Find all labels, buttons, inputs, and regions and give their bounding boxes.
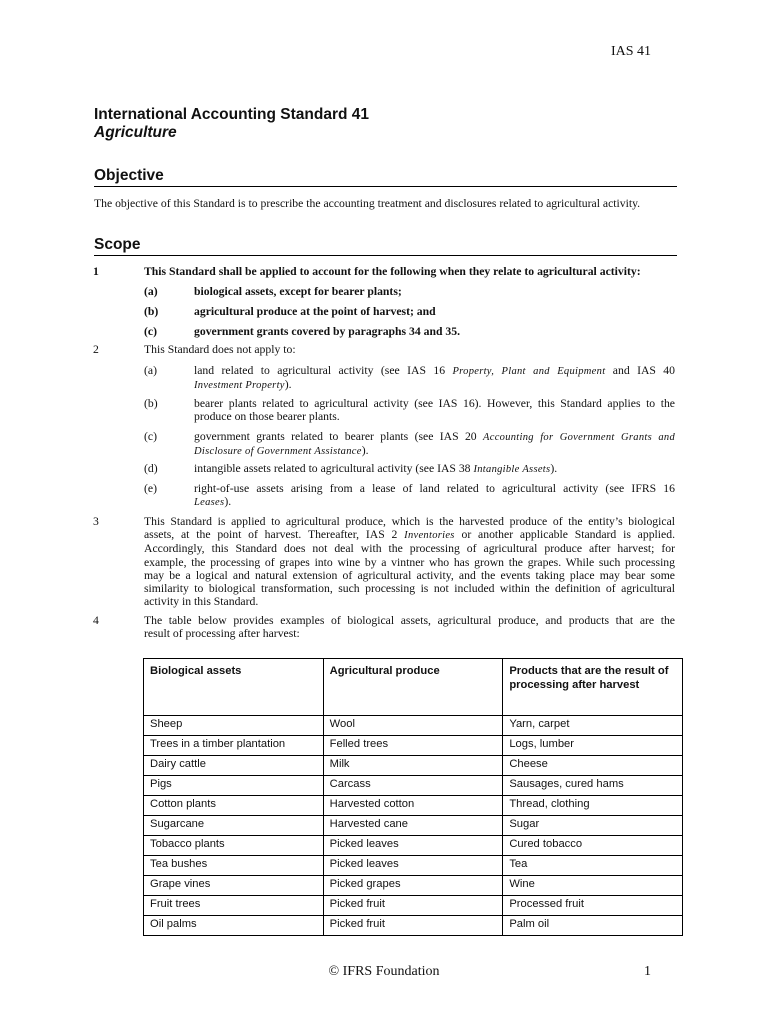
table-cell: Trees in a timber plantation — [144, 736, 324, 756]
table-cell: Cheese — [503, 756, 683, 776]
paragraph-2-text: This Standard does not apply to: — [144, 343, 296, 356]
list-label: (a) — [144, 364, 157, 377]
table-cell: Harvested cotton — [323, 796, 503, 816]
list-label: (a) — [144, 285, 158, 298]
table-cell: Picked leaves — [323, 836, 503, 856]
paragraph-number: 4 — [93, 614, 99, 627]
table-cell: Processed fruit — [503, 896, 683, 916]
table-cell: Wine — [503, 876, 683, 896]
paragraph-1-text: This Standard shall be applied to account for the following when they relate to agricultural activity: — [144, 265, 641, 278]
table-row — [144, 716, 683, 736]
table-cell: Picked fruit — [323, 896, 503, 916]
list-label: (d) — [144, 462, 158, 475]
footer-copyright: © IFRS Foundation — [328, 964, 440, 979]
list-item: government grants covered by paragraphs 34 and 35. — [194, 325, 460, 338]
scope-heading: Scope — [94, 236, 677, 256]
page-number: 1 — [644, 964, 651, 979]
table-cell: Sausages, cured hams — [503, 776, 683, 796]
table-cell: Pigs — [144, 776, 324, 796]
list-item: intangible assets related to agricultural activity (see IAS 38 Intangible Assets). — [194, 462, 558, 475]
document-subtitle: Agriculture — [94, 124, 177, 141]
table-cell: Oil palms — [144, 916, 324, 936]
table-cell: Carcass — [323, 776, 503, 796]
table-row — [144, 856, 683, 876]
table-cell: Fruit trees — [144, 896, 324, 916]
running-header: IAS 41 — [610, 44, 651, 59]
table-cell: Picked grapes — [323, 876, 503, 896]
paragraph-number: 1 — [93, 265, 99, 278]
table-header-row — [144, 659, 683, 716]
table-cell: Wool — [323, 716, 503, 736]
table-cell: Grape vines — [144, 876, 324, 896]
table-row — [144, 896, 683, 916]
list-item: biological assets, except for bearer plants; — [194, 285, 402, 298]
paragraph-number: 3 — [93, 515, 99, 528]
table-cell: Tea — [503, 856, 683, 876]
list-item: bearer plants related to agricultural activity (see IAS 16). However, this Standard applies to the produce on those bearer plants. — [194, 397, 675, 424]
table-cell: Tobacco plants — [144, 836, 324, 856]
document-title: International Accounting Standard 41 — [94, 106, 370, 123]
list-label: (c) — [144, 325, 157, 338]
column-header: Products that are the result of processing after harvest — [503, 659, 683, 716]
table-cell: Felled trees — [323, 736, 503, 756]
table-cell: Thread, clothing — [503, 796, 683, 816]
examples-table — [143, 658, 683, 936]
column-header: Agricultural produce — [323, 659, 503, 716]
table-cell: Milk — [323, 756, 503, 776]
table-cell: Picked leaves — [323, 856, 503, 876]
list-item: right-of-use assets arising from a lease of land related to agricultural activity (see IFRS 16 Leases). — [194, 482, 675, 509]
column-header: Biological assets — [144, 659, 324, 716]
paragraph-4-text: The table below provides examples of biological assets, agricultural produce, and products that are the result of processing after harvest: — [144, 614, 675, 641]
table-row — [144, 756, 683, 776]
table-cell: Cured tobacco — [503, 836, 683, 856]
table-cell: Sheep — [144, 716, 324, 736]
table-cell: Tea bushes — [144, 856, 324, 876]
list-item: government grants related to bearer plants (see IAS 20 Accounting for Government Grants and Disclosure of Government Assistance). — [194, 430, 675, 458]
objective-text: The objective of this Standard is to prescribe the accounting treatment and disclosures related to agricultural activity. — [94, 197, 641, 210]
table-cell: Picked fruit — [323, 916, 503, 936]
table-cell: Harvested cane — [323, 816, 503, 836]
paragraph-number: 2 — [93, 343, 99, 356]
list-label: (e) — [144, 482, 157, 495]
table-row — [144, 736, 683, 756]
table-row — [144, 816, 683, 836]
table-row — [144, 876, 683, 896]
objective-heading: Objective — [94, 167, 677, 187]
list-label: (b) — [144, 397, 158, 410]
list-label: (c) — [144, 430, 157, 443]
table-cell: Sugarcane — [144, 816, 324, 836]
table-row — [144, 796, 683, 816]
table-row — [144, 776, 683, 796]
table-row — [144, 836, 683, 856]
table-cell: Palm oil — [503, 916, 683, 936]
paragraph-3-text: This Standard is applied to agricultural produce, which is the harvested produce of the entity’s biological assets, at the point of harvest. Thereafter, IAS 2 Inventories or another applicable Standard is applied. Accordingly, this Standard does not deal with the processing of agricultural produce after harvest; for example, the processing of grapes into wine by a vintner who has grown the grapes. While such processing may be a logical and natural extension of agricultural activity, and the events taking place may bear some similarity to biological transformation, such processing is not included within the definition of agricultural activity in this Standard. — [144, 515, 675, 609]
table-cell: Logs, lumber — [503, 736, 683, 756]
table-cell: Sugar — [503, 816, 683, 836]
table-cell: Cotton plants — [144, 796, 324, 816]
table-cell: Dairy cattle — [144, 756, 324, 776]
table-row — [144, 916, 683, 936]
list-item: land related to agricultural activity (see IAS 16 Property, Plant and Equipment and IAS 40 Investment Property). — [194, 364, 675, 392]
table-cell: Yarn, carpet — [503, 716, 683, 736]
list-label: (b) — [144, 305, 159, 318]
list-item: agricultural produce at the point of harvest; and — [194, 305, 436, 318]
